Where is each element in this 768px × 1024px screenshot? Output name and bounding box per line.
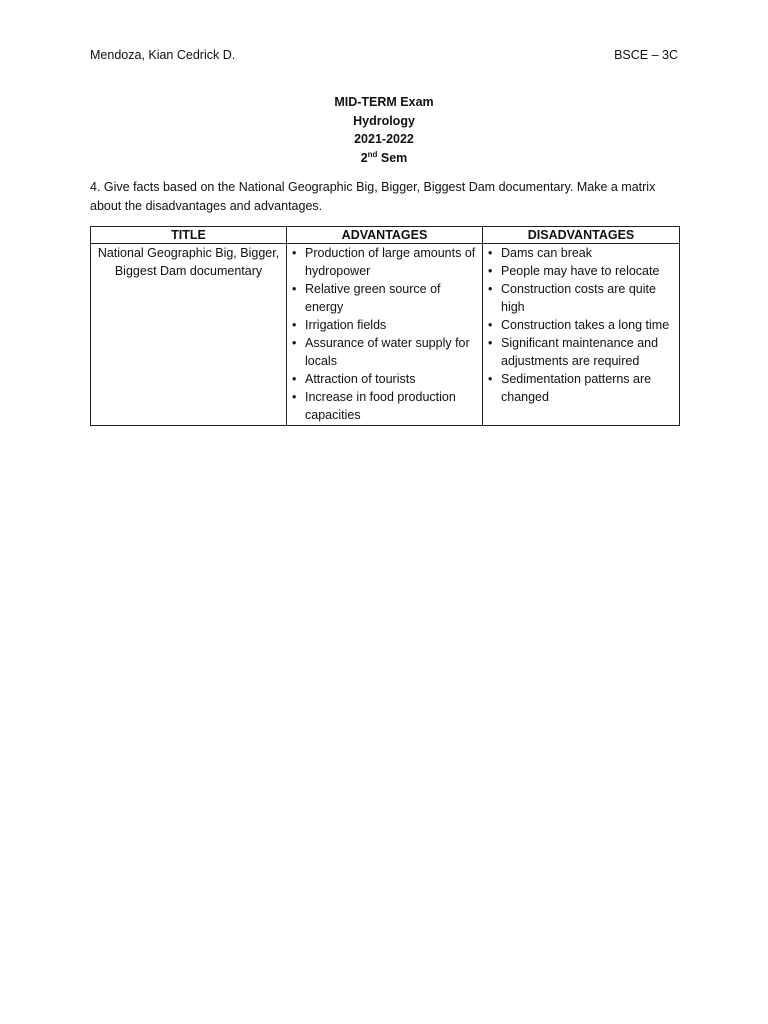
- semester-number: 2: [360, 150, 368, 165]
- semester-label: Sem: [377, 150, 408, 165]
- disadvantage-item: • People may have to relocate: [487, 262, 675, 280]
- header-advantages: ADVANTAGES: [287, 227, 483, 244]
- advantage-item: • Assurance of water supply for locals: [291, 334, 478, 370]
- matrix-header-row: [91, 227, 680, 244]
- semester: [0, 149, 768, 168]
- exam-title: MID-TERM Exam: [334, 95, 434, 109]
- advantage-item: • Relative green source of energy: [291, 280, 478, 316]
- school-year: 2021-2022: [354, 132, 414, 146]
- documentary-title-cell: National Geographic Big, Bigger, Biggest Dam documentary: [91, 244, 287, 426]
- advantage-item: • Irrigation fields: [291, 316, 478, 334]
- matrix-row: [91, 244, 680, 426]
- advantage-item: • Increase in food production capacities: [291, 388, 478, 424]
- student-name: Mendoza, Kian Cedrick D.: [90, 48, 236, 62]
- advantages-cell: [287, 244, 483, 426]
- advantages-disadvantages-matrix: [90, 226, 680, 426]
- disadvantage-item: • Construction takes a long time: [487, 316, 675, 334]
- question-text: 4. Give facts based on the National Geographic Big, Bigger, Biggest Dam documentary. Make a matrix about the disadvantages and advantages.: [90, 180, 656, 213]
- advantage-item: • Attraction of tourists: [291, 370, 478, 388]
- advantage-item: • Production of large amounts of hydropower: [291, 244, 478, 280]
- disadvantage-item: • Sedimentation patterns are changed: [487, 370, 675, 406]
- disadvantages-list: [487, 244, 675, 406]
- header-disadvantages: DISADVANTAGES: [483, 227, 680, 244]
- disadvantage-item: • Construction costs are quite high: [487, 280, 675, 316]
- header-title: TITLE: [91, 227, 287, 244]
- disadvantage-item: • Significant maintenance and adjustments are required: [487, 334, 675, 370]
- disadvantages-cell: [483, 244, 680, 426]
- disadvantage-item: • Dams can break: [487, 244, 675, 262]
- advantages-list: [291, 244, 478, 424]
- class-section: BSCE – 3C: [614, 48, 678, 62]
- exam-title-block: [0, 93, 768, 167]
- exam-subject: Hydrology: [353, 113, 415, 128]
- semester-suffix: nd: [367, 149, 378, 159]
